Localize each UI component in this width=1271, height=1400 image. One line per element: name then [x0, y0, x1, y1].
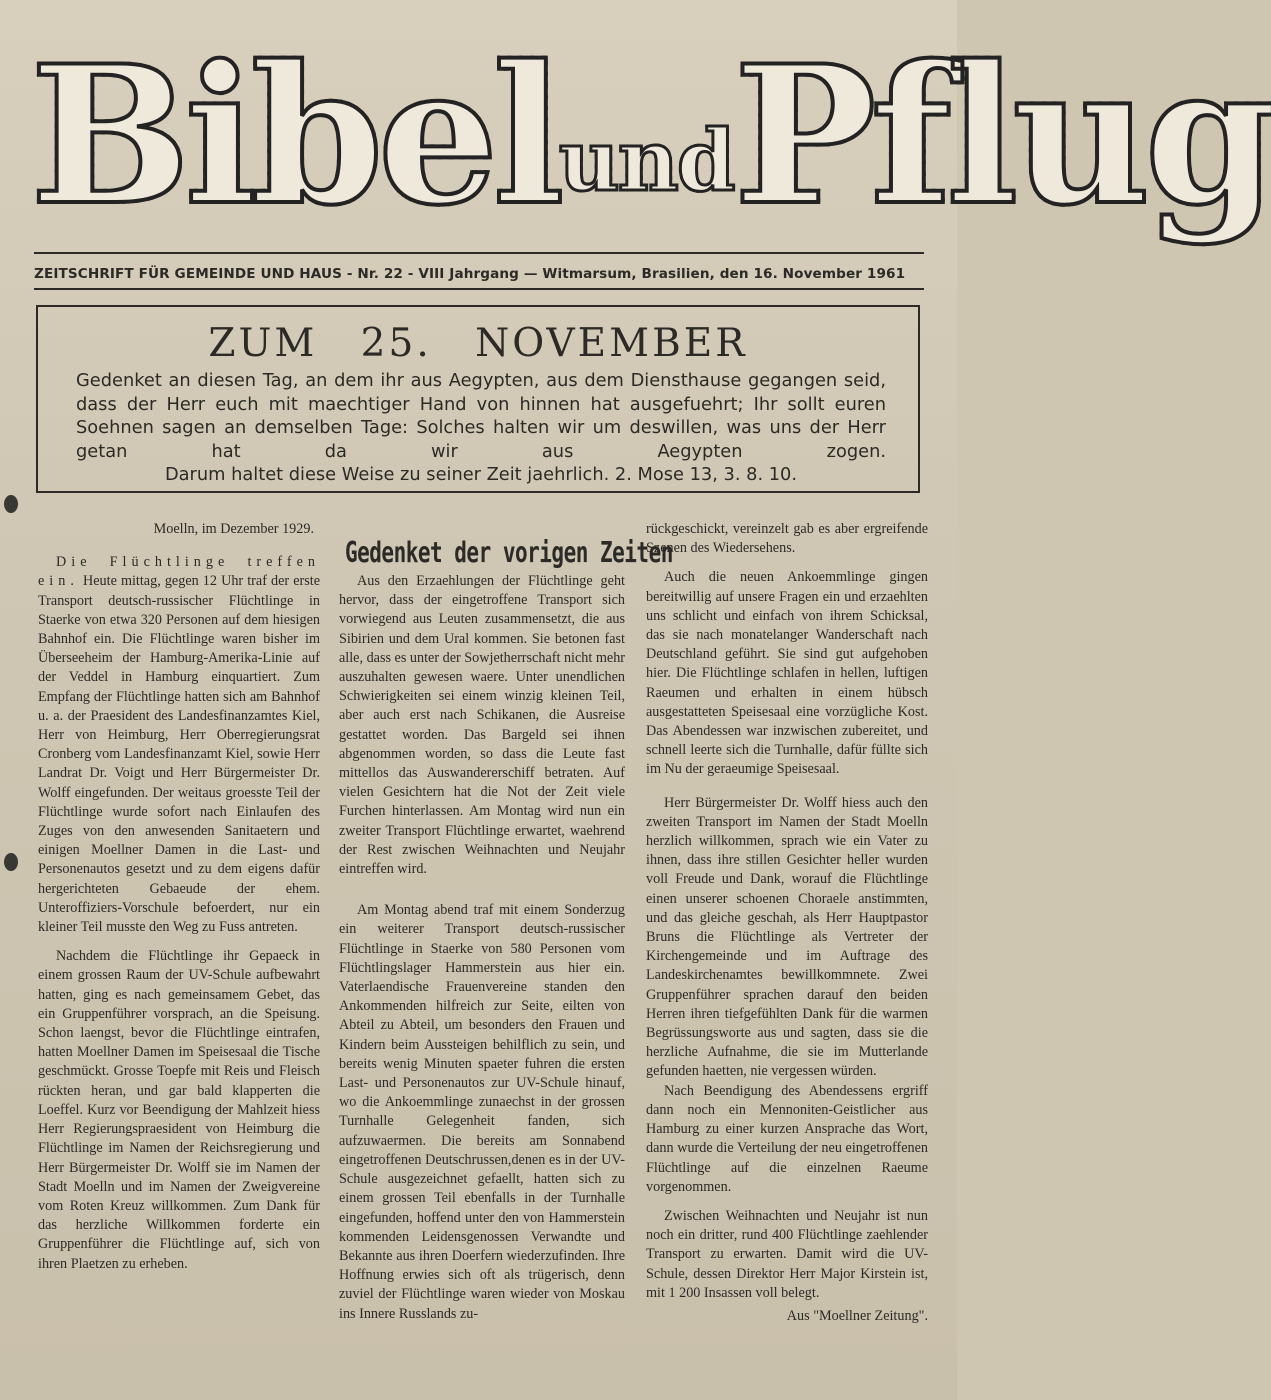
- paragraph-text: Heute mittag, gegen 12 Uhr traf der erste Transport deutsch-russischer Flüchtlinge in Staerke von etwa 320 Personen auf dem hiesigen Bahnhof ein. Die Flüchtlinge waren bisher im Überseeheim der Hamburg-Amerika-Linie auf der Veddel in Hamburg einquartiert. Zum Empfang der Flüchtlinge hatten sich am Bahnhof u. a. der Praesident des Landesfinanzamtes Kiel, Herr von Heimburg, Herr Oberregierungsrat Cronberg vom Landesfinanzamt Kiel, sowie Herr Landrat Dr. Voigt und Herr Bürgermeister Dr. Wolff eingefunden. Der weitaus groesste Teil der Flüchtlinge wurde sofort nach Einlaufen des Zuges von den anwesenden Sanitaetern und einigen Moellner Damen in die Last- und Personenautos gesetzt und zu dem eigens dafür hergerichteten Gebaeude der ehem. Unteroffiziers-Vorschule befoerdert, nur ein kleiner Teil musste den Weg zu Fuss antreten.: [38, 573, 320, 936]
- paragraph: Am Montag abend traf mit einem Sonderzug ein weiterer Transport deutsch-russischer Flüchtlinge in Staerke von 580 Personen vom Flüchtlingslager Hammerstein aus hier ein. Vaterlaendische Frauenvereine standen den Ankommenden hilfreich zur Seite, eilten von Abteil zu Abteil, um besonders den Frauen und Kindern beim Aussteigen behilflich zu sein, und bereits wenig Minuten spaeter fuhren die ersten Last- und Personenautos zur UV-Schule hinauf, wo die Ankoemmlinge zunaechst in der grossen Turnhalle Gelegenheit fanden, sich aufzuwaermen. Die bereits am Sonnabend eingetroffenen Deutschrussen,denen es in der UV-Schule ausgezeichnet gefaellt, hatten sich zu einem grossen Teil ebenfalls in der Turnhalle eingefunden, hoffend unter den von Hammerstein kommenden Leidensgenossen Verwandte und Bekannte aus ihren Doerfern wiederzufinden. Ihre Hoffnung erwies sich oft als trügerisch, denn zuviel der Flüchtlinge waren wieder von Moskau ins Innere Russlands zu-: [339, 902, 625, 1322]
- box-verse-text: [76, 369, 886, 487]
- paragraph: Auch die neuen Ankoemmlinge gingen bereitwillig auf unsere Fragen ein und erzaehlten uns schlicht und einfach von ihrem Schicksal, das sie nach monatelanger Wanderschaft nach Deutschland geführt. Sie sind gut aufgehoben hier. Die Flüchtlinge schlafen in hellen, luftigen Raeumen und erhalten in einem hübsch ausgestatteten Speisesaal eine vorzügliche Kost. Das Abendessen war inzwischen zubereitet, und schnell leerte sich die Turnhalle, dafür füllte sich im Nu der geraeumige Speisesaal.: [646, 569, 928, 778]
- paragraph: rückgeschickt, vereinzelt gab es aber ergreifende Szenen des Wiedersehens.: [646, 521, 928, 557]
- lead-spaced-text: Die Flüchtlinge treffen ein.: [38, 554, 320, 590]
- masthead-rule-bottom: [34, 288, 924, 290]
- masthead-word-und: und: [558, 111, 734, 210]
- box-verse-body: Gedenket an diesen Tag, an dem ihr aus Aegypten, aus dem Diensthause gegangen seid, dass der Herr euch mit maechtiger Hand von hinnen hat ausgefuehrt; Ihr sollt euren Soehnen sagen an demselben Tage: Solches halten wir um deswillen, was uns der Herr getan hat da wir aus Aegypten zogen.: [76, 370, 886, 462]
- paragraph: Zwischen Weihnachten und Neujahr ist nun noch ein dritter, rund 400 Flüchtlinge zaehlender Transport zu erwarten. Damit wird die UV-Schule, dessen Direktor Herr Major Kirstein ist, mit 1 200 Insassen voll belegt.: [646, 1207, 928, 1301]
- paragraph: Herr Bürgermeister Dr. Wolff hiess auch den zweiten Transport im Namen der Stadt Moelln herzlich willkommen, sprach wie ein Vater zu ihnen, dass ihre stillen Gesichter heller wurden voll Freude und Dank, worauf die Flüchtlinge einen unserer schoenen Choraele anstimmten, und das gleiche geschah, als Herr Hauptpastor Bruns die Flüchtlinge als Vertreter der Kirchengemeinde und im Auftrage des Landeskirchenamtes bewillkommnete. Zwei Gruppenführer sprachen darauf den beiden Herren ihren tiefgefühlten Dank für die warmen Begrüssungsworte aus und sagten, dass sie die herzliche Aufnahme, die sie im Mutterlande gefunden haetten, nie vergessen würden.: [646, 794, 928, 1080]
- paragraph: Nachdem die Flüchtlinge ihr Gepaeck in einem grossen Raum der UV-Schule aufbewahrt hatten, ging es nach gemeinsamem Gebet, das ein Gruppenführer vorsprach, an die Speisung. Schon laengst, bevor die Flüchtlinge eintrafen, hatten Moellner Damen im Speisesaal die Tische geschmückt. Grosse Toepfe mit Reis und Fleisch rückten heran, und gar bald klapperten die Loeffel. Kurz vor Beendigung der Mahlzeit hiess Herr Regierungspraesident von Heimburg die Flüchtlinge im Namen der Reichsregierung und Herr Bürgermeister Dr. Wolff sie im Namen der Stadt Moelln und im Namen der Zweigvereine vom Roten Kreuz willkommen. Zum Dank für das herzliche Willkommen forderte ein Gruppenführer die Flüchtlinge auf, sich von ihren Plaetzen zu erheben.: [38, 948, 320, 1272]
- paragraph: [38, 553, 320, 937]
- article-column-2: [339, 572, 625, 1324]
- box-verse-last-line: Darum haltet diese Weise zu seiner Zeit jaehrlich. 2. Mose 13, 3. 8. 10.: [164, 464, 798, 485]
- masthead-word-bibel: Bibel: [30, 24, 559, 247]
- article-column-3: [646, 520, 928, 1326]
- article-column-1: [38, 520, 320, 1274]
- article-headline: Gedenket der vorigen Zeiten: [345, 536, 673, 569]
- article-dateline: Moelln, im Dezember 1929.: [153, 521, 314, 537]
- paragraph: Nach Beendigung des Abendessens ergriff dann noch ein Mennoniten-Geistlicher aus Hamburg zu einer kurzen Ansprache das Wort, dann wurde die Verteilung der neu eingetroffenen Flüchtlinge auf die einzelnen Raeume vorgenommen.: [646, 1082, 928, 1195]
- article-source: Aus "Moellner Zeitung".: [786, 1307, 928, 1324]
- masthead-rule-top: [34, 252, 924, 254]
- paragraph: Aus den Erzaehlungen der Flüchtlinge geht hervor, dass der eingetroffene Transport sich vorwiegend aus Leuten zusammensetzt, die aus Sibirien und dem Ural kommen. Sie betonen fast alle, dass es unter der Sowjetherrschaft nicht mehr auszuhalten gewesen waere. Unter unendlichen Schwierigkeiten sei einem winzig kleinen Teil, aber auch erst nach Schikanen, die Ausreise gestattet worden. Das Bargeld sei ihnen abgenommen worden, so dass die Leute fast mittellos das Auswandererschiff betraten. Auf vielen Gesichtern hat die Not der Zeit viele Furchen hinterlassen. Am Montag wird nun ein zweiter Transport Flüchtlinge erwartet, waehrend der Rest zwischen Weihnachten und Neujahr eintreffen wird.: [339, 573, 626, 878]
- bible-verse-box: [36, 305, 920, 493]
- punch-hole-middle: [4, 853, 18, 871]
- issue-subtitle: ZEITSCHRIFT FÜR GEMEINDE UND HAUS - Nr. 22 - VIII Jahrgang — Witmarsum, Brasilien, den 16. November 1961: [34, 266, 906, 282]
- masthead-logo: [30, 22, 1271, 250]
- masthead-word-pflug: Pflug: [733, 24, 1271, 247]
- punch-hole-top: [4, 495, 18, 513]
- box-title: ZUM 25. NOVEMBER: [208, 321, 748, 366]
